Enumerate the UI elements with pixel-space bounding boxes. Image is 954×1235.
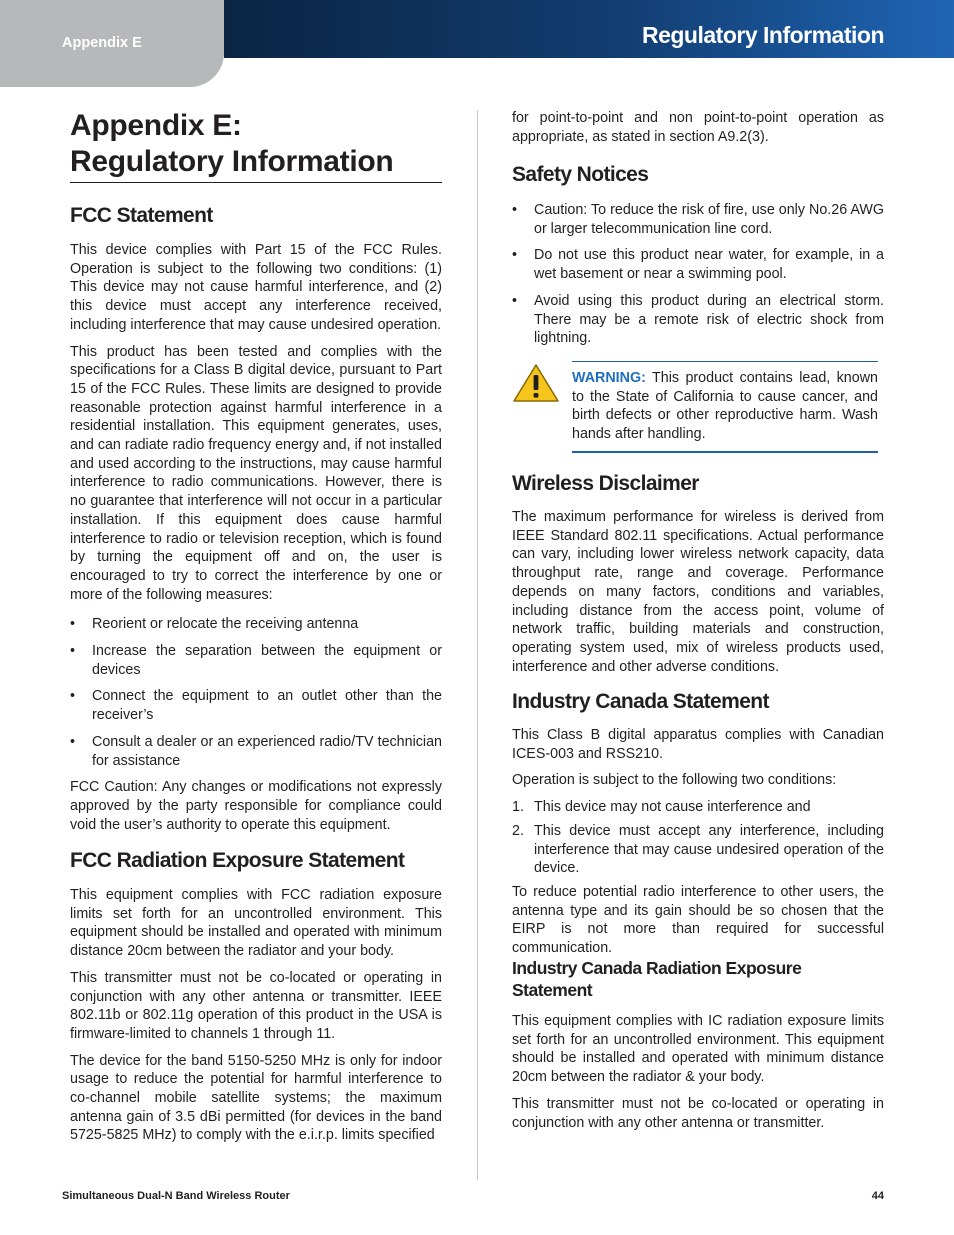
canada-radiation-paragraph-2: This transmitter must not be co-located or operating in conjunction with any other antenna or transmitter.	[512, 1095, 884, 1131]
canada-paragraph-1: This Class B digital apparatus complies with Canadian ICES-003 and RSS210.	[512, 727, 884, 762]
fcc-radiation-paragraph-2: This transmitter must not be co-located or operating in conjunction with any other antenna or transmitter. IEEE 802.11b or 802.11g operation of this product in the USA is firmware-limited to channels 1 through 11.	[70, 969, 442, 1042]
safety-section	[512, 163, 884, 356]
wireless-heading: Wireless Disclaimer	[512, 472, 699, 495]
page-title	[70, 108, 442, 183]
fcc-radiation-paragraph-3: The device for the band 5150-5250 MHz is only for indoor usage to reduce the potential for harmful interference to co-channel mobile satellite systems; the maximum antenna gain of 3.5 dBi permitted (for devices in the band 5725-5825 MHz) to comply with the e.i.r.p. limits specified	[70, 1052, 442, 1144]
footer-page-number: 44	[871, 1190, 884, 1202]
page-title-line1: Appendix E:	[70, 109, 242, 142]
canada-paragraph-3: To reduce potential radio interference to other users, the antenna type and its gain should be so chosen that the EIRP is not more than required for successful communication.	[512, 883, 884, 957]
fcc-radiation-paragraph-1: This equipment complies with FCC radiation exposure limits set forth for an uncontrolled environment. This equipment should be installed and operated with minimum distance 20cm between the radiator and your body.	[70, 887, 442, 960]
canada-conditions-list	[512, 798, 884, 878]
appendix-tab-label: Appendix E	[62, 35, 142, 51]
fcc-radiation-section	[70, 849, 442, 1153]
list-item: • Caution: To reduce the risk of fire, use only No.26 AWG or larger telecommunication line cord.	[512, 202, 884, 237]
fcc-measures-list	[70, 615, 442, 770]
list-item: • Avoid using this product during an electrical storm. There may be a remote risk of electric shock from lightning.	[512, 292, 884, 347]
warning-text	[572, 369, 878, 444]
list-item: • Consult a dealer or an experienced radio/TV technician for assistance	[70, 733, 442, 769]
fcc-statement-heading: FCC Statement	[70, 204, 213, 227]
canada-radiation-section	[512, 957, 884, 1140]
list-item: • Connect the equipment to an outlet other than the receiver’s	[70, 688, 442, 724]
column-divider	[477, 110, 478, 1180]
fcc-caution: FCC Caution: Any changes or modifications not expressly approved by the party responsible for compliance could void the user’s authority to operate this equipment.	[70, 779, 442, 833]
appendix-tab	[0, 0, 224, 87]
canada-paragraph-2: Operation is subject to the following two conditions:	[512, 772, 837, 789]
fcc-statement-section	[70, 204, 442, 842]
warning-callout	[512, 361, 878, 453]
warning-rule-top	[572, 361, 878, 362]
canada-heading: Industry Canada Statement	[512, 690, 769, 713]
list-item: 2. This device must accept any interference, including interference that may cause undesired operation of the device.	[512, 822, 884, 877]
footer-product-name: Simultaneous Dual-N Band Wireless Router	[62, 1190, 290, 1202]
canada-section	[512, 690, 884, 966]
fcc-paragraph-1: This device complies with Part 15 of the FCC Rules. Operation is subject to the following two conditions: (1) This device may not cause harmful interference, and (2) this device must accept any interference received, including interference that may cause undesired operation.	[70, 242, 442, 333]
warning-body: This product contains lead, known to the State of California to cause cancer, and birth defects or other reproductive harm. Wash hands after handling.	[572, 370, 878, 443]
fcc-paragraph-2: This product has been tested and complies with the specifications for a Class B digital device, pursuant to Part 15 of the FCC Rules. These limits are designed to provide reasonable protection against harmful interference in a residential installation. This equipment generates, uses, and can radiate radio frequency energy and, if not installed and used according to the instructions, may cause harmful interference to radio communications. However, there is no guarantee that interference will not occur in a particular installation. If this equipment does cause harmful interference to radio or television reception, which is found by turning the equipment off and on, the user is encouraged to try to correct the interference by one or more of the following measures:	[70, 343, 442, 603]
list-item: 1. This device may not cause interference and	[512, 799, 811, 816]
canada-radiation-heading: Industry Canada Radiation Exposure Statement	[512, 958, 802, 1000]
continuation-block	[512, 109, 884, 154]
list-item: • Reorient or relocate the receiving antenna	[70, 616, 359, 633]
list-item: • Do not use this product near water, for example, in a wet basement or near a swimming pool.	[512, 247, 884, 283]
header-band	[224, 0, 954, 58]
safety-heading: Safety Notices	[512, 163, 649, 186]
wireless-paragraph: The maximum performance for wireless is derived from IEEE Standard 802.11 specifications. Actual performance can vary, including lower wireless network capacity, data throughput rate, range and coverage. Performance depends on many factors, conditions and variables, including distance from the access point, volume of network traffic, building materials and construction, operating system used, mix of wireless products used, interference and other adverse conditions.	[512, 509, 884, 675]
list-item: • Increase the separation between the equipment or devices	[70, 643, 442, 678]
continuation-paragraph: for point-to-point and non point-to-point operation as appropriate, as stated in section A9.2(3).	[512, 110, 884, 145]
warning-triangle-icon	[512, 363, 560, 403]
section-title: Regulatory Information	[641, 22, 884, 48]
wireless-section	[512, 472, 884, 684]
warning-label: WARNING:	[572, 370, 646, 386]
safety-list	[512, 201, 884, 348]
warning-rule-bottom	[572, 451, 878, 453]
canada-radiation-paragraph-1: This equipment complies with IC radiation exposure limits set forth for an uncontrolled environment. This equipment should be installed and operated with minimum distance 20cm between the radiator & your body.	[512, 1013, 884, 1086]
page-title-line2: Regulatory Information	[70, 145, 394, 178]
fcc-radiation-heading: FCC Radiation Exposure Statement	[70, 849, 405, 872]
